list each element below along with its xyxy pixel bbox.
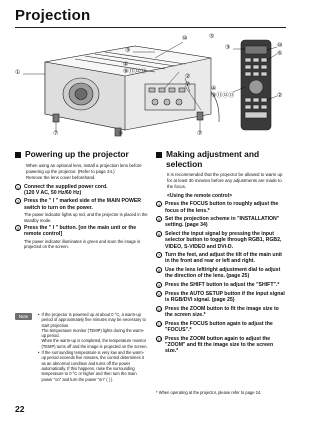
callout-5: ⑤ <box>209 34 215 40</box>
projector-drawing <box>15 32 286 139</box>
step-1 <box>15 184 148 197</box>
step-number: 13 <box>157 336 162 342</box>
powering-up-section <box>15 150 148 250</box>
note-item <box>38 312 148 349</box>
step-number: 6 <box>157 231 161 237</box>
adjustment-intro: It is recommended that the projector be allowed to warm up for at least 30 minutes before any adjustments are made to the focus. <box>167 172 283 190</box>
step-text: Turn the feet, and adjust the tilt of the main unit in the front and rear or left and right. <box>165 252 282 265</box>
page-title: Projection <box>15 7 91 24</box>
step-text: Connect the supplied power cord. (120 V AC, 50 Hz/60 Hz) <box>24 183 108 196</box>
step-text: Set the projection scheme in "INSTALLATION" setting. (page 34) <box>165 216 280 229</box>
step-number: 2 <box>16 199 20 205</box>
powering-up-intro: When using an optional lens, install a projection lens before powering up the projector. (Refer to page 24.) Remove the lens cover beforehand. <box>26 162 142 180</box>
adjustment-heading-text: Making adjustment and selection <box>166 149 260 169</box>
note-text: • If the surrounding temperature is very low and the warm-up period exceeds five minutes, the control determines it as an abnormal condition and turns off the power automatically. If this happens, raise the surrounding temperature to 0 °C or higher and then turn the main power "on" and turn the power "on" ( | ). <box>41 350 145 382</box>
page-number: 22 <box>15 404 25 414</box>
step-number: 12 <box>157 321 162 327</box>
step-number: 4 <box>157 202 161 208</box>
note-box <box>15 312 148 383</box>
step-5 <box>156 216 286 229</box>
step-text: Select the input signal by pressing the input selector button to toggle through RGB1, RGB2, VIDEO, S-VIDEO and DVI-D. <box>165 230 282 250</box>
step-description: The power indicator illuminates in green and soon the image is projected on the screen. <box>24 238 141 250</box>
callout-3: ③ <box>125 48 131 54</box>
callout-10: ⑩ <box>182 36 188 42</box>
projector-illustration <box>15 32 286 139</box>
remote-callout-6: ⑥ <box>277 51 283 57</box>
step-9 <box>156 282 286 289</box>
step-text: Press the SHIFT button to adjust the "SHIFT".* <box>165 281 280 288</box>
step-13 <box>156 336 286 355</box>
step-text: Press the FOCUS button again to adjust the "FOCUS".* <box>165 320 273 334</box>
step-text: Press the ZOOM button to fit the image size to the screen size.* <box>165 305 279 319</box>
remote-callout-3: ③ <box>225 45 231 51</box>
step-7 <box>156 252 286 265</box>
step-number: 3 <box>16 226 20 232</box>
note-text: • If the projector is powered up at about 0 °C, a warm-up period of approximately five minutes may be necessary to start projection. The temperature monitor (TEMP) lights during the warm-up period. When the warm-up is completed, the temperature monitor (TEMP) turns off and the image is projected on the screen. <box>41 312 148 349</box>
step-2 <box>15 198 148 223</box>
adjustment-heading <box>156 150 286 169</box>
step-12 <box>156 321 286 334</box>
remote-callout-2: ② <box>277 93 283 99</box>
step-number: 1 <box>16 184 20 190</box>
step-number: 9 <box>157 282 161 288</box>
remote-callout-4-9-11-12-13: ④ ⑨⑪⑫⑬ <box>211 86 235 99</box>
footnote: * When operating at the projector, please refer to page 24. <box>156 390 262 395</box>
callout-7-front: ⑦ <box>53 131 59 137</box>
callout-7-side: ⑦ <box>185 82 191 88</box>
step-text: Press the AUTO SETUP button if the input signal is RGB/DVI signal. (page 25) <box>165 291 285 304</box>
powering-up-heading-text: Powering up the projector <box>25 149 129 159</box>
step-6 <box>156 231 286 250</box>
step-text: Press the " I " button. [on the main unit or the remote control] <box>24 225 137 238</box>
step-text: Press the FOCUS button to roughly adjust the focus of the lens.* <box>165 201 279 214</box>
remote-control-subheading: <Using the remote control> <box>167 193 233 200</box>
step-4 <box>156 201 286 214</box>
callout-8: ⑧ <box>118 131 124 137</box>
step-8 <box>156 267 286 280</box>
section-square-icon <box>156 152 162 158</box>
adjustment-steps <box>156 201 286 355</box>
callout-4-9-11-12-13: ④ ⑨⑪⑫⑬ <box>123 62 147 75</box>
step-text: Press the " I " marked side of the MAIN POWER switch to turn on the power. <box>24 198 142 211</box>
step-text: Press the ZOOM button again to adjust the "ZOOM" and fit the image size to the screen size.* <box>165 335 274 355</box>
callout-1: ① <box>15 70 21 76</box>
step-11 <box>156 306 286 319</box>
step-description: The power indicator lights up red, and the projector is placed in the standby mode. <box>24 212 148 223</box>
step-number: 11 <box>157 306 162 312</box>
step-number: 5 <box>157 217 161 222</box>
note-list <box>38 312 148 383</box>
note-label: Note <box>15 313 32 320</box>
adjustment-section <box>156 150 286 355</box>
step-10 <box>156 291 286 304</box>
title-rule <box>15 27 286 28</box>
step-3 <box>15 225 148 250</box>
remote-callout-10: ⑩ <box>277 43 283 49</box>
callout-7-rear: ⑦ <box>197 131 203 137</box>
step-number: 7 <box>157 253 161 259</box>
step-number: 8 <box>157 267 161 273</box>
powering-up-heading <box>15 150 148 160</box>
section-square-icon <box>15 152 21 158</box>
note-item <box>38 350 148 382</box>
step-number: 10 <box>157 292 162 298</box>
step-text: Use the lens left/right adjustment dial to adjust the direction of the lens. (page 25) <box>165 266 281 280</box>
callout-2: ② <box>185 74 191 80</box>
